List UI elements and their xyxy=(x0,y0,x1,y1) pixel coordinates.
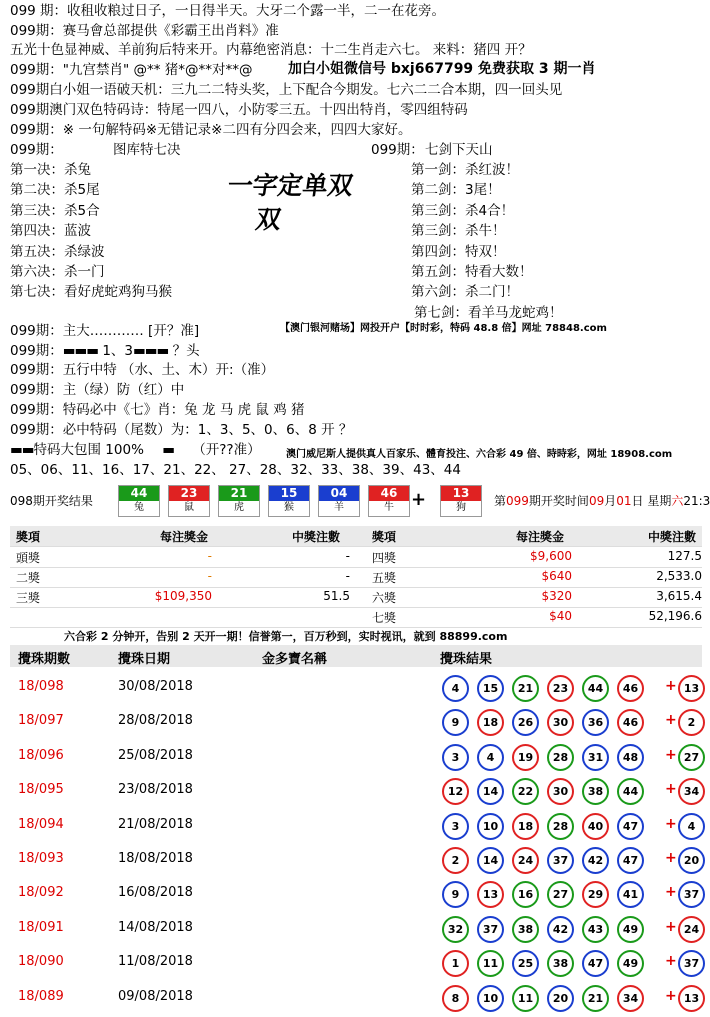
last-draw-bar xyxy=(10,485,710,517)
prize-col-name: 奬項 xyxy=(16,530,41,544)
history-ball: 18 xyxy=(512,813,539,840)
history-ball: 46 xyxy=(617,675,644,702)
history-ball: 18 xyxy=(477,709,504,736)
draw-ball-number: 44 xyxy=(119,486,159,501)
plus-sign: + xyxy=(665,678,677,694)
history-ball: 49 xyxy=(617,950,644,977)
draw-ball xyxy=(268,485,310,517)
history-row xyxy=(10,670,702,704)
history-ball: 44 xyxy=(582,675,609,702)
draw-ball-number: 23 xyxy=(169,486,209,501)
history-special-ball: 37 xyxy=(678,950,705,977)
history-issue: 18/092 xyxy=(18,885,64,901)
history-special-ball: 37 xyxy=(678,881,705,908)
prize-count: 127.5 xyxy=(667,549,702,563)
history-row xyxy=(10,739,702,773)
qijian-item: 第三剑：杀4合！ xyxy=(411,202,515,219)
history-date: 14/08/2018 xyxy=(118,919,193,935)
prize-amount: $640 xyxy=(541,569,572,583)
draw-ball xyxy=(218,485,260,517)
history-ball: 28 xyxy=(547,813,574,840)
forecast-big-small: 099期：主大………… [开？准] xyxy=(10,323,200,339)
history-ball: 1 xyxy=(442,950,469,977)
draw-ball-number: 04 xyxy=(319,486,359,501)
forecast-head-number xyxy=(10,342,200,360)
head-values: 1、3 xyxy=(102,343,134,359)
promo-banner: 六合彩 2 分钟开，告别 2 天开一期！信誉第一，百万秒到，实时视讯，就到 88899.com xyxy=(64,630,508,643)
draw-ball-zodiac: 羊 xyxy=(319,501,359,515)
history-ball: 20 xyxy=(547,985,574,1012)
prize-amount: $320 xyxy=(541,589,572,603)
history-ball: 38 xyxy=(547,950,574,977)
history-ball: 8 xyxy=(442,985,469,1012)
history-special-ball: 13 xyxy=(678,985,705,1012)
plus-sign: + xyxy=(665,712,677,729)
forecast-seven-zodiac: 099期：特码必中《七》肖：兔 龙 马 虎 鼠 鸡 猪 xyxy=(10,402,305,418)
history-ball: 23 xyxy=(547,675,574,702)
prize-row xyxy=(10,547,702,568)
prize-name: 頭獎 xyxy=(16,551,41,565)
history-row xyxy=(10,876,702,910)
prize-count: 2,533.0 xyxy=(656,569,702,583)
prize-col-count-2: 中獎注數 xyxy=(648,530,697,544)
qijian-item: 第七剑：看羊马龙蛇鸡！ xyxy=(414,304,563,321)
history-ball: 10 xyxy=(477,813,504,840)
history-col-date: 攪珠日期 xyxy=(118,652,171,667)
next-day: 01 xyxy=(616,494,632,508)
history-ball: 40 xyxy=(582,813,609,840)
forecast-line-6: 099期澳门双色特码诗：特尾一四八，小防零三五。十四出特肖，零四组特码 xyxy=(10,102,468,118)
history-row xyxy=(10,911,702,945)
draw-ball-zodiac: 猴 xyxy=(269,501,309,515)
history-date: 21/08/2018 xyxy=(118,816,193,832)
history-ball: 30 xyxy=(547,709,574,736)
history-ball: 48 xyxy=(617,744,644,771)
draw-ball-zodiac: 鼠 xyxy=(169,501,209,515)
bar-glyph: ▬▬ xyxy=(10,442,34,458)
qijian-item: 第五剑：特看大数！ xyxy=(411,264,533,280)
wechat-ad: 加白小姐微信号 bxj667799 免费获取 3 期一肖 xyxy=(288,61,596,77)
head-suffix: ？头 xyxy=(172,343,200,359)
history-issue: 18/097 xyxy=(18,713,64,729)
qijian-item: 第四剑：特双！ xyxy=(411,243,506,260)
history-date: 09/08/2018 xyxy=(118,988,193,1004)
history-ball: 27 xyxy=(547,881,574,908)
next-prefix: 第 xyxy=(494,494,507,508)
forecast-line-4: 099期："九宫禁肖" @** 猪*@**对**@ xyxy=(10,62,253,78)
prize-name: 七獎 xyxy=(372,611,397,625)
history-ball: 4 xyxy=(442,675,469,702)
forecast-full-cover xyxy=(10,441,261,459)
prize-header-row xyxy=(10,526,702,547)
history-ball: 26 xyxy=(512,709,539,736)
history-ball: 19 xyxy=(512,744,539,771)
history-ball: 41 xyxy=(617,881,644,908)
prize-col-count: 中獎注數 xyxy=(292,530,341,544)
history-ball: 9 xyxy=(442,709,469,736)
plus-sign: + xyxy=(665,953,677,970)
bar-glyph: ▬▬▬ xyxy=(133,343,169,359)
next-mid: 期开奖时间 xyxy=(528,494,589,508)
history-date: 28/08/2018 xyxy=(118,713,193,729)
head-prefix: 099期： xyxy=(10,343,63,359)
history-ball: 30 xyxy=(547,778,574,805)
qijue-item: 第二决：杀5尾 xyxy=(10,182,100,199)
qijian-title: 七剑下天山 xyxy=(425,142,493,158)
next-draw-time xyxy=(494,492,710,509)
qijian-item: 第一剑：杀红波！ xyxy=(411,162,519,178)
history-ball: 10 xyxy=(477,985,504,1012)
history-ball: 21 xyxy=(582,985,609,1012)
history-ball: 16 xyxy=(512,881,539,908)
bar-glyph: ▬ xyxy=(162,442,174,458)
prize-col-amount: 每注獎金 xyxy=(160,530,209,544)
prize-row xyxy=(10,567,702,588)
forecast-number-pool: 05、06、11、16、17、21、22、 27、28、32、33、38、39、43、44 xyxy=(10,462,461,478)
casino-ad-2: 澳门威尼斯人提供真人百家乐、體育投注、六合彩 49 倍、時時彩，网址 18908.com xyxy=(286,449,673,460)
history-header xyxy=(10,645,702,667)
prize-col-amount-2: 每注獎金 xyxy=(516,530,565,544)
history-date: 30/08/2018 xyxy=(118,679,193,694)
history-ball: 3 xyxy=(442,813,469,840)
history-ball: 46 xyxy=(617,709,644,736)
prize-name: 五獎 xyxy=(372,571,397,585)
qijue-issue: 099期： xyxy=(10,142,63,158)
next-weekday: 六 xyxy=(671,494,684,508)
forecast-line-3: 五光十色显神威、羊前狗后特来开。内幕绝密消息：十二生肖走六七。 来料：猪四 开？ xyxy=(10,42,532,58)
history-ball: 32 xyxy=(442,916,469,943)
history-special-ball: 34 xyxy=(678,778,705,805)
calligraphy-title: 一字定单双 xyxy=(225,171,355,200)
draw-ball-zodiac: 兔 xyxy=(119,501,159,515)
history-date: 16/08/2018 xyxy=(118,885,193,901)
draw-ball xyxy=(318,485,360,517)
prize-count: 52,196.6 xyxy=(648,609,702,623)
plus-sign: + xyxy=(665,884,677,901)
history-issue: 18/089 xyxy=(18,988,64,1004)
calligraphy-answer: 双 xyxy=(253,205,283,234)
qijue-item: 第六决：杀一门 xyxy=(10,264,105,280)
history-issue: 18/094 xyxy=(18,816,64,832)
draw-ball xyxy=(368,485,410,517)
prize-name: 二獎 xyxy=(16,571,41,585)
history-row xyxy=(10,980,702,1014)
qijue-item: 第四决：蓝波 xyxy=(10,223,91,240)
next-month: 09 xyxy=(588,494,605,508)
history-ball: 47 xyxy=(617,847,644,874)
history-ball: 25 xyxy=(512,950,539,977)
qijian-issue: 099期： xyxy=(371,142,424,158)
prize-count: - xyxy=(345,569,350,583)
prize-name: 六獎 xyxy=(372,591,397,605)
casino-ad-1: 【澳门银河赌场】网投开户【时时彩，特码 48.8 倍】网址 78848.com xyxy=(280,323,607,334)
plus-sign: + xyxy=(411,489,427,510)
next-d: 日 星期 xyxy=(631,494,672,508)
history-ball: 47 xyxy=(617,813,644,840)
history-special-ball: 27 xyxy=(678,744,705,771)
history-ball: 36 xyxy=(582,709,609,736)
history-date: 25/08/2018 xyxy=(118,747,193,763)
history-issue: 18/096 xyxy=(18,747,64,763)
history-issue: 18/098 xyxy=(18,679,64,694)
forecast-five-elements: 099期：五行中特 （水、土、木）开:（准） xyxy=(10,362,275,378)
history-row xyxy=(10,842,702,876)
prize-col-name-2: 獎項 xyxy=(372,530,397,544)
history-date: 11/08/2018 xyxy=(118,954,193,970)
prize-name: 四獎 xyxy=(372,551,397,565)
last-draw-label: 098期开奖结果 xyxy=(10,494,93,508)
forecast-line-1: 099 期：收租收粮过日子，一日得半天。大牙二个露一半，二一在花旁。 xyxy=(10,3,446,19)
history-issue: 18/095 xyxy=(18,782,64,798)
full-cover-label: 特码大包围 100% xyxy=(33,442,144,458)
history-ball: 34 xyxy=(617,985,644,1012)
plus-sign: + xyxy=(665,987,677,1004)
history-ball: 38 xyxy=(582,778,609,805)
next-time: 21:3 xyxy=(683,494,710,508)
qijue-item: 第五决：杀绿波 xyxy=(10,243,105,260)
forecast-tail-numbers: 099期：必中特码（尾数）为：1、3、5、0、6、8 开 ？ xyxy=(10,422,353,438)
history-ball: 21 xyxy=(512,675,539,702)
special-number: 13 xyxy=(441,486,481,501)
history-special-ball: 13 xyxy=(678,675,705,702)
history-ball: 2 xyxy=(442,847,469,874)
history-row xyxy=(10,704,702,738)
history-date: 18/08/2018 xyxy=(118,851,193,866)
plus-sign: + xyxy=(665,850,677,866)
history-ball: 49 xyxy=(617,916,644,943)
plus-sign: + xyxy=(665,781,677,798)
history-ball: 14 xyxy=(477,778,504,805)
history-ball: 43 xyxy=(582,916,609,943)
prize-amount: $109,350 xyxy=(154,589,212,603)
history-col-issue: 攪珠期數 xyxy=(18,652,71,667)
prize-amount: - xyxy=(207,549,212,563)
qijue-item: 第七决：看好虎蛇鸡狗马猴 xyxy=(10,284,172,301)
history-ball: 42 xyxy=(582,847,609,874)
special-ball xyxy=(440,485,482,517)
draw-ball-number: 15 xyxy=(269,486,309,501)
history-ball: 28 xyxy=(547,744,574,771)
bar-glyph: ▬▬▬ xyxy=(62,343,99,359)
history-ball: 37 xyxy=(477,916,504,943)
prize-count: 51.5 xyxy=(323,589,350,603)
draw-ball-zodiac: 虎 xyxy=(219,501,259,515)
history-issue: 18/093 xyxy=(18,851,64,866)
draw-ball xyxy=(118,485,160,517)
draw-ball-number: 46 xyxy=(369,486,409,501)
history-ball: 15 xyxy=(477,675,504,702)
next-m: 月 xyxy=(604,494,617,508)
full-cover-open: （开??准） xyxy=(192,442,261,458)
history-ball: 9 xyxy=(442,881,469,908)
prize-amount: $9,600 xyxy=(530,549,572,563)
history-ball: 47 xyxy=(582,950,609,977)
history-ball: 44 xyxy=(617,778,644,805)
next-issue: 099 xyxy=(506,494,529,508)
qijian-item: 第二剑：3尾！ xyxy=(411,182,501,199)
prize-count: - xyxy=(345,549,350,563)
draw-ball xyxy=(168,485,210,517)
qijue-item: 第三决：杀5合 xyxy=(10,202,100,219)
history-ball: 38 xyxy=(512,916,539,943)
forecast-color-wave: 099期：主（绿）防（红）中 xyxy=(10,382,185,398)
history-ball: 11 xyxy=(512,985,539,1012)
prize-count: 3,615.4 xyxy=(656,589,702,603)
draw-ball-zodiac: 牛 xyxy=(369,501,409,515)
history-row xyxy=(10,808,702,842)
plus-sign: + xyxy=(665,918,677,935)
history-row xyxy=(10,773,702,807)
history-row xyxy=(10,945,702,979)
history-issue: 18/090 xyxy=(18,954,64,970)
forecast-line-7: 099期：※ 一句解特码※无错记录※二四有分四会来，四四大家好。 xyxy=(10,122,412,138)
draw-ball-number: 21 xyxy=(219,486,259,501)
history-ball: 42 xyxy=(547,916,574,943)
forecast-line-2: 099期：赛马會总部提供《彩霸王出肖料》准 xyxy=(10,23,279,39)
plus-sign: + xyxy=(665,815,677,832)
qijue-item: 第一决：杀兔 xyxy=(10,162,91,178)
history-ball: 13 xyxy=(477,881,504,908)
history-col-pool: 金多寶名稱 xyxy=(262,652,328,667)
history-ball: 11 xyxy=(477,950,504,977)
history-special-ball: 24 xyxy=(678,916,705,943)
prize-row xyxy=(10,607,702,628)
qijian-item: 第六剑：杀二门！ xyxy=(411,284,519,301)
history-ball: 29 xyxy=(582,881,609,908)
history-special-ball: 2 xyxy=(678,709,705,736)
forecast-line-5: 099期白小姐一语破天机：三九二二特头奖，上下配合今期发。七六二二合本期，四一回头见 xyxy=(10,82,563,98)
prize-amount: - xyxy=(207,569,212,583)
history-special-ball: 4 xyxy=(678,813,705,840)
history-ball: 14 xyxy=(477,847,504,874)
history-special-ball: 20 xyxy=(678,847,705,874)
history-ball: 24 xyxy=(512,847,539,874)
special-zodiac: 狗 xyxy=(441,501,481,515)
history-ball: 22 xyxy=(512,778,539,805)
history-date: 23/08/2018 xyxy=(118,782,193,798)
qijian-item: 第三剑：杀牛！ xyxy=(411,223,506,240)
prize-amount: $40 xyxy=(549,609,572,623)
history-ball: 12 xyxy=(442,778,469,805)
history-ball: 4 xyxy=(477,744,504,771)
history-col-result: 攪珠結果 xyxy=(440,652,493,667)
plus-sign: + xyxy=(665,746,677,763)
history-ball: 37 xyxy=(547,847,574,874)
prize-row xyxy=(10,587,702,608)
prize-name: 三獎 xyxy=(16,591,41,605)
history-ball: 31 xyxy=(582,744,609,771)
qijue-title: 图库特七决 xyxy=(113,142,181,158)
history-issue: 18/091 xyxy=(18,919,64,935)
history-ball: 3 xyxy=(442,744,469,771)
